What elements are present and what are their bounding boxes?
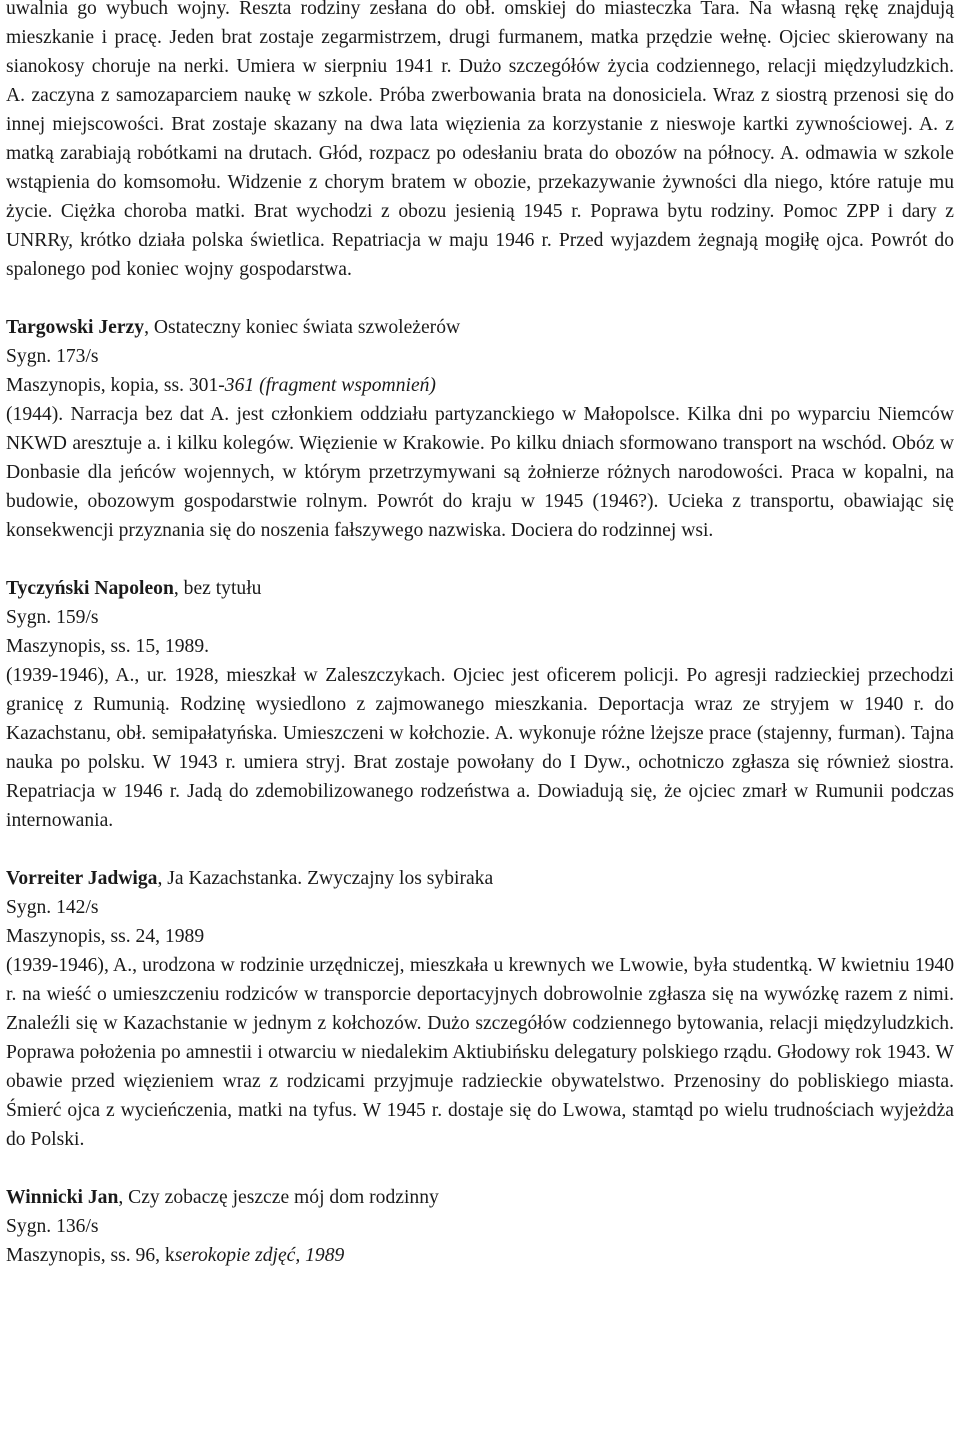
entry-title: , Ja Kazachstanka. Zwyczajny los sybiraka bbox=[157, 868, 494, 889]
entry-title: , Ostateczny koniec świata szwoleżerów bbox=[144, 317, 461, 338]
entry-author: Vorreiter Jadwiga bbox=[6, 868, 158, 889]
entry-description-italic: 361 (fragment wspomnień) bbox=[224, 375, 436, 396]
entry-title: , Czy zobaczę jeszcze mój dom rodzinny bbox=[118, 1187, 439, 1208]
entry-description-italic: serokopie zdjęć, 1989 bbox=[174, 1245, 345, 1266]
catalog-entry-vorreiter bbox=[6, 864, 954, 1154]
intro-paragraph: uwalnia go wybuch wojny. Reszta rodziny zesłana do obł. omskiej do miasteczka Tara. Na własną rękę znajdują mieszkanie i pracę. Jeden brat zostaje zegarmistrzem, drugi furmanem, matka przędzie wełnę. Ojciec skierowany na sianokosy choruje na nerki. Umiera w sierpniu 1941 r. Dużo szczegółów życia codziennego, relacji międzyludzkich. A. zaczyna z samozaparciem naukę w szkole. Próba zwerbowania brata na donosiciela. Wraz z siostrą przenosi się do innej miejscowości. Brat zostaje skazany na dwa lata więzienia za korzystanie z nieswoje kartki zywnościowej. A. z matką zarabiają robótkami na drutach. Głód, rozpacz po odesłaniu brata do obozów na północy. A. odmawia w szkole wstąpienia do komsomołu. Widzenie z chorym bratem w obozie, przekazywanie żywności dla niego, które ratuje mu życie. Ciężka choroba matki. Brat wychodzi z obozu jesienią 1945 r. Poprawa bytu rodziny. Pomoc ZPP i dary z UNRRy, krótko działa polska świetlica. Repatriacja w maju 1946 r. Przed wyjazdem żegnają mogiłę ojca. Powrót do spalonego pod koniec wojny gospodarstwa. bbox=[6, 0, 954, 280]
catalog-entry-winnicki bbox=[6, 1183, 954, 1270]
entry-title: , bez tytułu bbox=[173, 578, 262, 599]
entry-summary: (1939-1946), A., ur. 1928, mieszkał w Zaleszczykach. Ojciec jest oficerem policji. Po agresji radzieckiej przechodzi granicę z Rumunią. Rodzinę wysiedlono z zajmowanego mieszkania. Deportacja wraz ze stryjem w 1940 r. do Kazachstanu, obł. semipałatyńska. Umieszczeni w kołchozie. A. wykonuje różne lżejsze prace (stajenny, furman). Tajna nauka po polsku. W 1943 r. umiera stryj. Brat zostaje powołany do I Dyw., ochotniczo zgłasza się również siostra. Repatriacja w 1946 r. Jadą do zdemobilizowanego rodzeństwa a. Dowiadują się, że ojciec zmarł w Rumunii podczas internowania. bbox=[6, 665, 954, 831]
entry-signature: Sygn. 136/s bbox=[6, 1216, 99, 1237]
entry-author: Tyczyński Napoleon bbox=[6, 578, 174, 599]
document-page bbox=[6, 0, 954, 1270]
entry-description-text: Maszynopis, ss. 15, 1989. bbox=[6, 636, 210, 657]
entry-author: Winnicki Jan bbox=[6, 1187, 119, 1208]
entry-description bbox=[6, 632, 954, 661]
entry-description bbox=[6, 371, 954, 400]
entry-signature: Sygn. 173/s bbox=[6, 346, 99, 367]
entry-summary: (1944). Narracja bez dat A. jest członkiem oddziału partyzanckiego w Małopolsce. Kilka dni po wyparciu Niemców NKWD aresztuje a. i kilku kolegów. Więzienie w Krakowie. Po kilku dniach sformowano transport na wschód. Obóz w Donbasie dla jeńców wojennych, w którym przetrzymywani są żołnierze różnych narodowości. Praca w kopalni, na budowie, obozowym gospodarstwie rolnym. Powrót do kraju w 1945 (1946?). Ucieka z transportu, obawiając się konsekwencji przyznania się do noszenia fałszywego nazwiska. Dociera do rodzinnej wsi. bbox=[6, 404, 954, 541]
entry-description bbox=[6, 1241, 954, 1270]
entry-heading bbox=[6, 313, 954, 342]
entry-description-text: Maszynopis, ss. 24, 1989 bbox=[6, 926, 205, 947]
entry-description-text: Maszynopis, ss. 96, k bbox=[6, 1245, 175, 1266]
catalog-entry-targowski bbox=[6, 313, 954, 545]
entry-description bbox=[6, 922, 954, 951]
catalog-entry-tyczynski bbox=[6, 574, 954, 835]
entry-heading bbox=[6, 574, 954, 603]
entry-description-text: Maszynopis, kopia, ss. 301- bbox=[6, 375, 225, 396]
entry-heading bbox=[6, 1183, 954, 1212]
entry-heading bbox=[6, 864, 954, 893]
entry-signature: Sygn. 142/s bbox=[6, 897, 99, 918]
entry-author: Targowski Jerzy bbox=[6, 317, 145, 338]
entry-summary: (1939-1946), A., urodzona w rodzinie urzędniczej, mieszkała u krewnych we Lwowie, była studentką. W kwietniu 1940 r. na wieść o umieszczeniu rodziców w transporcie deportacyjnych dobrowolnie zgłasza się na wywózkę razem z nimi. Znaleźli się w Kazachstanie w jednym z kołchozów. Dużo szczegółów codziennego bytowania, relacji międzyludzkich. Poprawa położenia po amnestii i otwarciu w niedalekim Aktiubińsku delegatury polskiego rządu. Głodowy rok 1943. W obawie przed więzieniem wraz z rodzicami przyjmuje radzieckie obywatelstwo. Przenosiny do pobliskiego miasta. Śmierć ojca z wycieńczenia, matki na tyfus. W 1945 r. dostaje się do Lwowa, stamtąd po wielu trudnościach wyjeżdża do Polski. bbox=[6, 955, 954, 1150]
entry-signature: Sygn. 159/s bbox=[6, 607, 99, 628]
